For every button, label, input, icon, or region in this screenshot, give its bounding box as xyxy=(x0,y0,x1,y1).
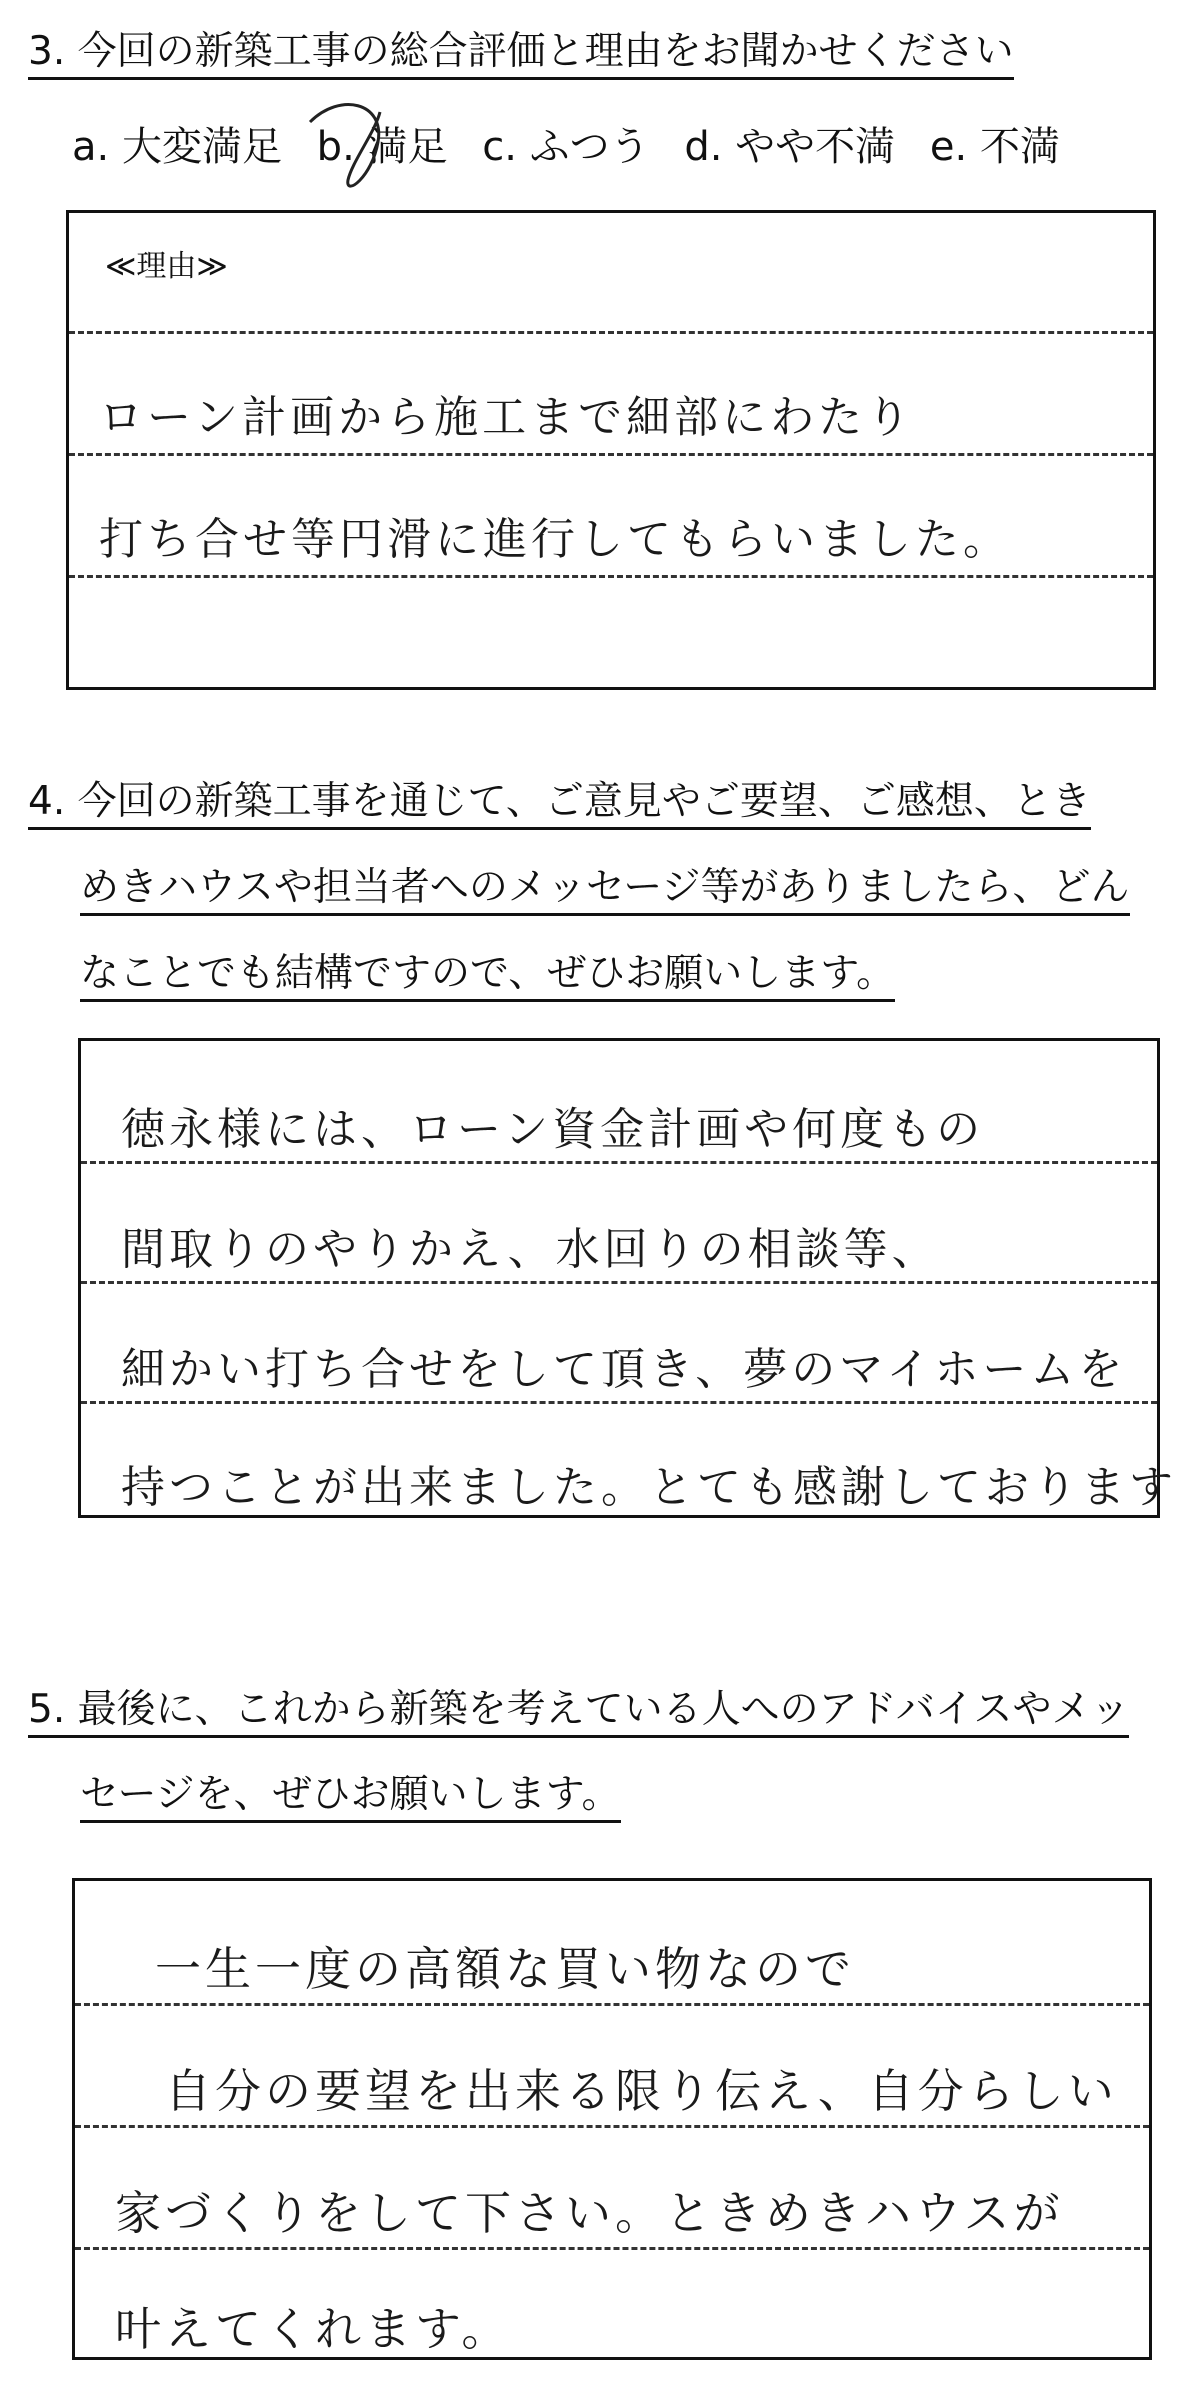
q5-title-line-1: 5. 最後に、これから新築を考えている人へのアドバイスやメッ xyxy=(28,1690,1129,1738)
handwritten-line: 叶えてくれます。 xyxy=(115,2302,512,2356)
handwritten-line: 細かい打ち合せをして頂き、夢のマイホームを xyxy=(121,1344,1127,1395)
dashed-rule xyxy=(81,1281,1157,1284)
q4-title-line-2: めきハウスや担当者へのメッセージ等がありましたら、どん xyxy=(80,868,1130,916)
q5-answer-box xyxy=(72,1878,1152,2360)
dashed-rule xyxy=(81,1401,1157,1404)
dashed-rule xyxy=(81,1161,1157,1164)
q3-title: 3. 今回の新築工事の総合評価と理由をお聞かせください xyxy=(28,32,1014,80)
reason-label: ≪理由≫ xyxy=(105,249,228,284)
dashed-rule xyxy=(69,575,1153,578)
dashed-rule xyxy=(69,331,1153,334)
dashed-rule xyxy=(75,2247,1149,2250)
choice-b: b. 満足 xyxy=(316,124,448,170)
handwritten-line: ローン計画から施工まで細部にわたり xyxy=(99,392,915,443)
q4-answer-box xyxy=(78,1038,1177,1518)
handwritten-line: 徳永様には、ローン資金計画や何度もの xyxy=(121,1104,985,1155)
choice-d: d. やや不満 xyxy=(684,124,896,170)
choice-c: c. ふつう xyxy=(482,124,650,170)
q3-choices xyxy=(72,115,1082,172)
choice-e: e. 不満 xyxy=(929,124,1060,170)
handwritten-line: 打ち合せ等円滑に進行してもらいました。 xyxy=(99,514,1011,565)
handwritten-line: 一生一度の高額な買い物なので xyxy=(155,1942,855,1996)
q4-title-line-3: なことでも結構ですので、ぜひお願いします。 xyxy=(80,954,895,1002)
q4-title-line-1: 4. 今回の新築工事を通じて、ご意見やご要望、ご感想、とき xyxy=(28,782,1091,830)
dashed-rule xyxy=(75,2003,1149,2006)
q5-title-line-2: セージを、ぜひお願いします。 xyxy=(80,1775,621,1823)
handwritten-line: 自分の要望を出来る限り伝え、自分らしい xyxy=(165,2064,1118,2118)
handwritten-line: 家づくりをして下さい。ときめきハウスが xyxy=(115,2186,1064,2240)
choice-a: a. 大変満足 xyxy=(72,124,282,170)
handwritten-line: 持つことが出来ました。とても感謝しております xyxy=(121,1462,1177,1513)
dashed-rule xyxy=(75,2125,1149,2128)
handwritten-line: 間取りのやりかえ、水回りの相談等、 xyxy=(121,1224,940,1275)
dashed-rule xyxy=(69,453,1153,456)
q3-answer-box xyxy=(66,210,1156,690)
